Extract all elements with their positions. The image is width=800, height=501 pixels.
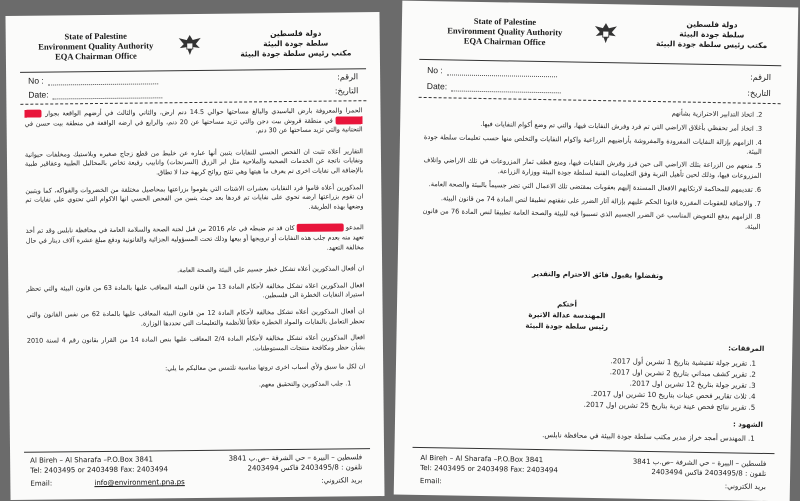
header-ar-office: مكتب رئيس سلطة جودة البيئة [656, 39, 768, 50]
header-divider [20, 68, 366, 73]
request-list [422, 105, 774, 233]
request-item: 3. اتخاذ أمر تحفظي بأغلاق الاراضي التي تم فرد وفرش النفايات فيها، والتي تم وضع أكوام النفايات فيها. [480, 119, 763, 133]
footer-arabic [616, 456, 767, 492]
signature-line1: أختكم [557, 300, 578, 309]
paragraph: ان أفعال المذكورين أعلاه تشكل خطر جسيم على البيئة والصحة العامة. [177, 264, 365, 275]
ref-no-label: No : [427, 65, 443, 76]
ref-ar-no: الرقم: [750, 72, 772, 83]
request-item: 8. الزامهم بدفع التعويض المناسب عن الضرر الجسيم الذي تسببوا فيه للبيئة والصحة العامة تطبيقا لنص المادة 76 من قانون البيئة. [422, 207, 761, 232]
signature-block [477, 298, 658, 334]
ref-ar-date: التاريخ: [334, 86, 359, 96]
ref-date [28, 88, 162, 99]
ref-date-label: Date: [426, 81, 448, 92]
paragraph-text: المدعو [345, 223, 364, 232]
signature-name: المهندسة عدالة الاتيرة [528, 310, 606, 321]
eagle-emblem-icon [176, 32, 204, 58]
paragraph: التقارير أعلاه تثبت ان الفحص الحسي للنفايات يتبين أنها عباره عن خليط من قطع زجاج صغيره وبلاستيك ومخلفات حيوانية ونفايات ناتجة عن الخدمات الصحية والملاحية مثل ابر الزرق (السرنجات) وانابيب رفيعة تخاص بالمحاليل الطبية وعقاقير طبية بالإضافة الى نفايات اخرى تم يعرف ما هيتها وهي تنتج روائح كريهة جدا لا تطاق. [24, 147, 364, 177]
footer-tel: Tel: 2403495 or 2403498 Fax: 2403494 [420, 463, 558, 475]
footer-ar-tel: تلفون : 2403495/8 فاكس 2403494 [651, 468, 767, 479]
attachments-list [515, 355, 756, 414]
header-ar-authority: سلطة جودة البيئة [679, 29, 745, 40]
paragraph [26, 224, 364, 256]
header-en-authority: Environment Quality Authority [447, 25, 563, 38]
ref-divider [419, 97, 781, 104]
eagle-emblem-icon [592, 20, 620, 46]
paragraph: افعال المذكورين اعلاه تشكل مخالفة لأحكام المادة 13 من قانون البيئة المعاقب عليها بالمادة 63 من قانون البيئة والتي تحظر استيراد النفايات الخطرة الى فلسطين. [26, 280, 365, 300]
footer-email-link[interactable]: info@environment.pna.ps [94, 478, 185, 488]
paragraph: ان أفعال المذكورين أعلاه تشكل مخالفة لأحكام المادة 12 من قانون البيئة المعاقب عليها بالمادة 62 من نفس القانون والتي تحظر التعامل بالنفايات والمواد الخطرة خلافاً للأنظمة والتعليمات التي تحددها الوزارة. [26, 307, 365, 328]
request-item: 4. الزامهم بإزالة النفايات المفرودة والمفروشة بأراضيهم الزراعية واكوام النفايات والتخلص منها حسب تعليمات سلطة جودة البيئة. [423, 132, 762, 157]
document-page-right [394, 1, 799, 501]
header-ar-state: دولة فلسطين [686, 19, 738, 30]
paragraph: المذكورين أعلاه قاموا فرد النفايات بعشرات الاشتات التي يقوموا بزراعتها بمحاصيل مختلفة من الخضروات والفواكه، كما ويتبين ان تقوم بزراعتها ارضه تحوي على نفايات تم فردها بعد حيث يتبين من الفحص الحسي انها الاكوام التي تحتوي على نفايات تم وضعها بهذه الطريقة. [25, 182, 364, 211]
document-page-left [5, 12, 384, 500]
paragraph: افعال المذكورين أعلاه تشكل مخالفة لأحكام المادة 2/4 المعاقب عليها بنص المادة 14 من القرار بقانون رقم 4 لسنة 2010 بشأن حظر ومكافحة منتجات المستوطنات. [26, 333, 366, 353]
header-arabic [642, 19, 783, 51]
right-body-text [422, 105, 774, 237]
header-ar-authority: سلطة جودة البيئة [263, 38, 329, 49]
ref-ar-no: الرقم: [337, 72, 359, 82]
paragraph-text: كان قد تم ضبطه في عام 2016 من قبل لجنة الصحة والسلامة العامة في محافظة نابلس وقد تم أخذ تعهد منه بعدم جلب هذه النفايات أو ترويجها أو بيعها وذلك تحت المسؤولية الجزائية والقانونية ودفع مبلغ عشرة آلاف دينار في حال مخالفة التعهد. [25, 224, 364, 252]
header-english [430, 15, 581, 48]
footer-ar-address: فلسطين – البيرة – حي الشرفة –ص.ب 3841 [632, 457, 767, 469]
request-item: 7. والاضافة للعقوبات المقررة قانونا الحكم عليهم بإزالة آثار الضرر على نفقتهم تطبيقا لنص المادة 74 من قانون البيئة. [440, 193, 761, 208]
attachment-item: 3. تقرير جولة بتاريخ 12 تشرين اول 2017. [629, 379, 756, 390]
attachment-item: 4. ثلاث تقارير فحص عينات بتاريخ 10 تشرين اول 2017. [590, 389, 756, 401]
left-body-text [24, 106, 365, 399]
footer-ar-email: بريد الكتروني: [321, 476, 363, 485]
paragraph: ان لكل ما سبق ولأي أسباب اخرى ترونها مناسبة نلتمس من معاليكم ما يلي: [165, 362, 366, 373]
ref-date [427, 81, 561, 93]
ref-no-label: No : [28, 75, 44, 86]
header-en-office: EQA Chairman Office [54, 50, 137, 62]
footer-email [420, 476, 620, 489]
closing-line: وتفضلوا بقبول فائق الاحترام والتقدير [531, 269, 664, 281]
footer-english [30, 454, 230, 489]
header-en-state: State of Palestine [473, 15, 537, 27]
footer-email-label: Email: [30, 479, 53, 488]
header-arabic [236, 28, 356, 59]
paragraph-text: الحمرا والمعروفة بارض الياسيدي والبالغ مساحتها حوالي 14.5 دنم ارض، والثاني والثالث في أرضهم الواقعة بجوار [45, 106, 363, 118]
footer-ar-tel: تلفون : 2403495/8 فاكس 2403494 [247, 463, 363, 473]
footer-address: Al Bireh – Al Sharafa –P.O.Box 3841 [420, 453, 544, 465]
attachment-item: 5. تقرير نتائج فحص عينة تربة بتاريخ 25 تشرين اول 2017. [583, 400, 756, 412]
attachment-item: 2. تقرير كشف ميداني بتاريخ 2 تشرين اول 2017. [609, 368, 756, 379]
footer-email-label: Email: [419, 476, 442, 486]
footer-arabic [222, 452, 362, 486]
footer-address: Al Bireh – Al Sharafa –P.O.Box 3841 [30, 455, 153, 465]
redacted-name: اسم محجوب [24, 109, 363, 125]
signature-title: رئيس سلطة جودة البيئة [525, 321, 609, 332]
header-en-state: State of Palestine [64, 30, 127, 42]
witnesses-title: الشهود : [732, 420, 764, 429]
footer-ar-address: فلسطين – البيرة – حي الشرفة –ص.ب 3841 [228, 453, 363, 463]
ref-no [28, 74, 158, 85]
attachments-title: المرفقات: [728, 344, 765, 353]
paragraph [24, 106, 362, 138]
ref-ar-date: التاريخ: [747, 88, 771, 99]
header-english [26, 30, 166, 61]
footer-english [420, 453, 621, 489]
header-ar-office: مكتب رئيس سلطة جودة البيئة [240, 48, 352, 59]
request-item: 6. تقديمهم للمحاكمة لارتكابهم الافعال المسندة إليهم بعقوبات بمقتضى تلك الاعمال التي تضر جسيماً بالبيئة والصحة العامة. [428, 179, 762, 194]
ref-divider [20, 100, 366, 105]
ref-no [427, 65, 557, 77]
ref-date-label: Date: [28, 89, 49, 100]
redacted-name: اسم محجوب [297, 224, 344, 232]
header-en-office: EQA Chairman Office [463, 35, 546, 48]
header-ar-state: دولة فلسطين [270, 28, 322, 39]
footer-ar-email: بريد الكتروني: [724, 482, 766, 492]
footer-tel: Tel: 2403495 or 2403498 Fax: 2403494 [30, 465, 168, 475]
attachment-item: 1. تقرير جولة تفتيشية بتاريخ 1 تشرين أول 2017. [610, 357, 757, 368]
header-en-authority: Environment Quality Authority [38, 40, 154, 52]
request-item: 2. اتخاذ التدابير الاحترازية بشأنهم [671, 109, 763, 119]
paragraph-text: في منطقة قروش بيت دجن والتي تزيد مساحتها عن 20 دنم، والرابع في ارضه الواقعة في منطقة بيت حسن في التحتانية والتي تزيد مساحتها عن 30 دنم. [24, 116, 363, 135]
footer-email [30, 477, 230, 489]
request-item: 1. جلب المذكورين والتحقيق معهم. [258, 379, 352, 389]
witness-item: 1. المهندس أمجد خراز مدير مكتب سلطة جودة البيئة في محافظة نابلس. [542, 431, 755, 443]
request-item: 5. منعهم من الزراعة بتلك الاراضي الى حين فرز وفرش النفايات فيها، ومنع قطف ثمار المزروعات في تلك الاراضي واتلاف المزروعات فيها، وذلك لحين تأهيل التربة وفق التعليمات الفنية لسلطة جودة البيئة ووزارة الزراعة. [423, 156, 762, 180]
